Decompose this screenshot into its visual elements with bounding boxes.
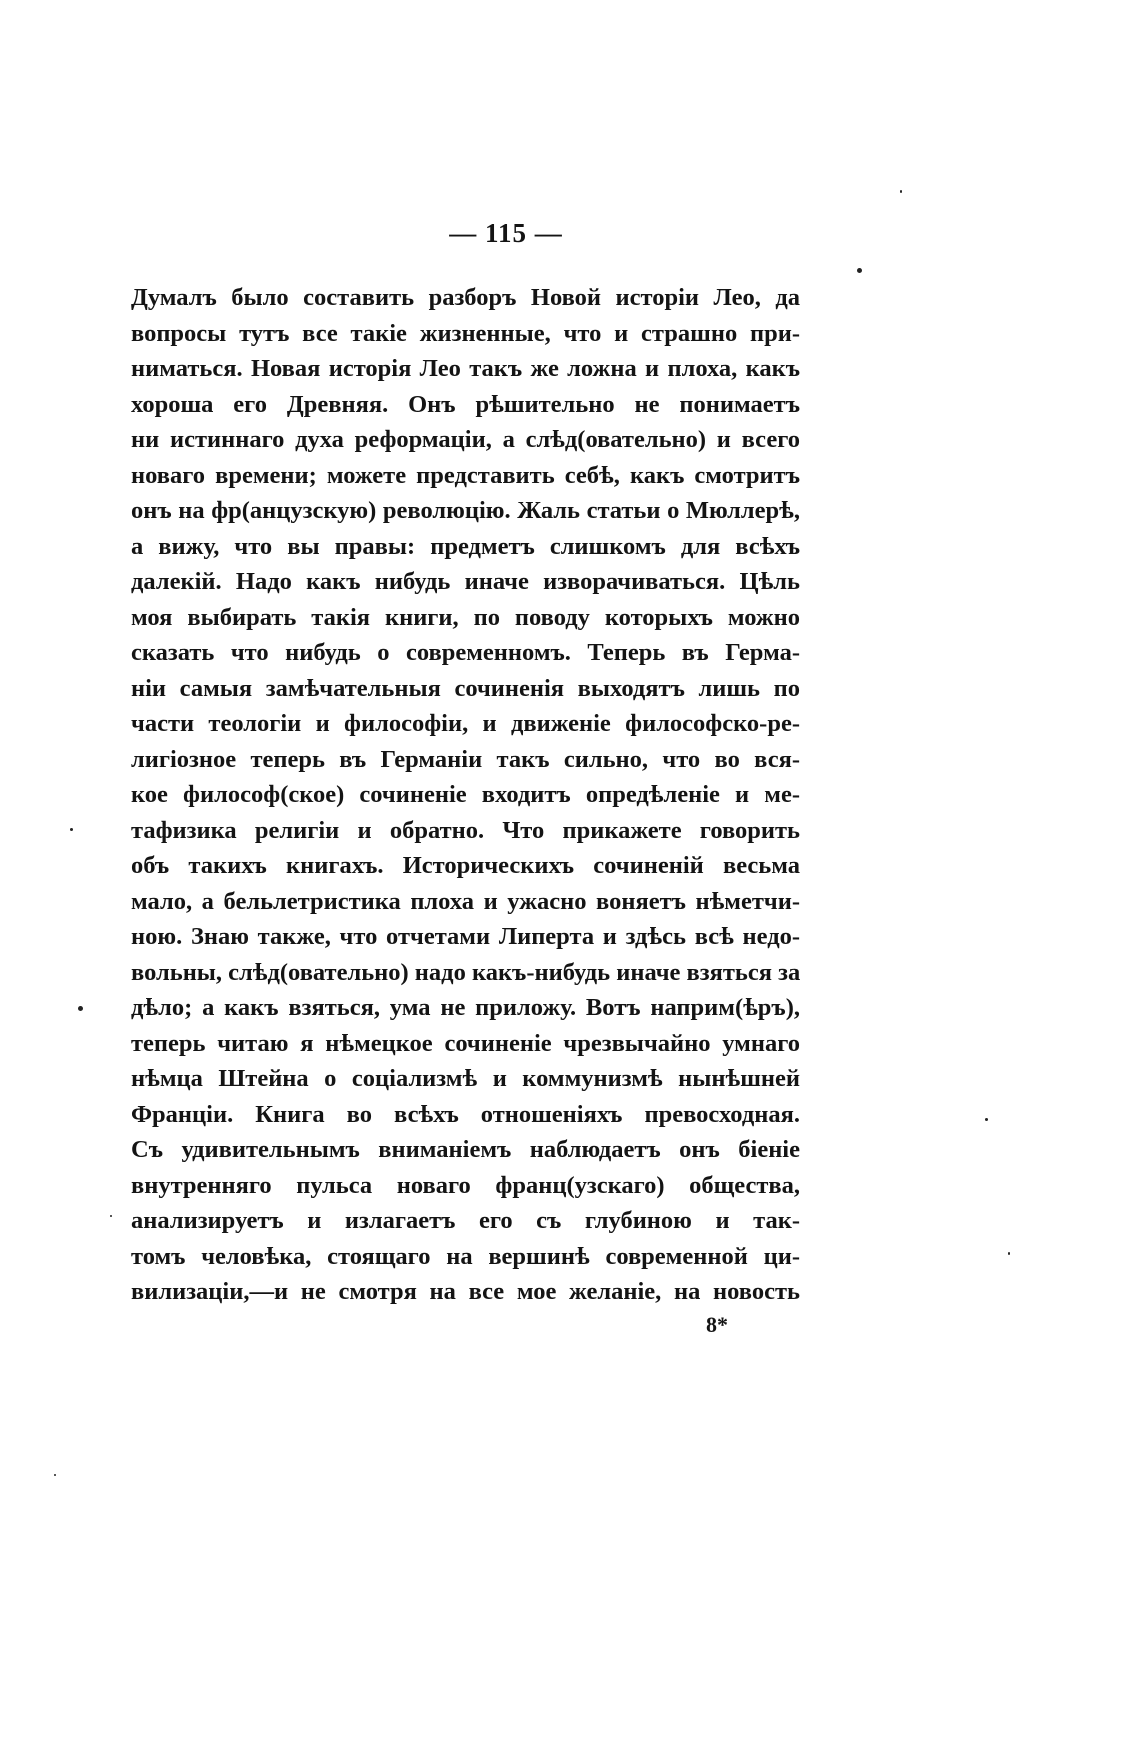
scan-speck [78,1006,83,1011]
text-line: ни истиннаго духа реформацiи, а слѣд(овательно) и всего [131,426,800,453]
text-line: вопросы тутъ все такiе жизненные, что и страшно при- [131,319,800,347]
text-line: Францiи. Книга во всѣхъ отношенiяхъ превосходная. [131,1100,800,1128]
text-line: внутренняго пульса новаго франц(узскаго) общества, [131,1171,800,1199]
text-line: анализируетъ и излагаетъ его съ глубиною и так- [131,1207,800,1234]
scan-speck [70,828,73,831]
signature-mark: 8* [706,1312,728,1337]
text-line: нiи самыя замѣчательныя сочиненiя выходятъ лишь по [131,674,800,702]
text-line: дѣло; а какъ взяться, ума не приложу. Вотъ наприм(ѣръ), [131,994,800,1021]
text-line: вольны, слѣд(овательно) надо какъ-нибудь иначе взяться за [131,958,800,986]
page-number: — 115 — [449,218,563,248]
text-line: новаго времени; можете представить себѣ, какъ смотритъ [131,461,800,489]
text-line: лигiозное теперь въ Германiи такъ сильно, что во вся- [131,745,800,773]
text-line: ниматься. Новая исторiя Лео такъ же ложна и плоха, какъ [131,355,800,382]
scan-speck [857,268,862,273]
text-line: объ такихъ книгахъ. Историческихъ сочиненiй весьма [131,852,800,879]
scan-speck [54,1474,56,1476]
scan-speck [110,1215,112,1217]
text-line: моя выбирать такiя книги, по поводу которыхъ можно [131,603,800,631]
text-line: томъ человѣка, стоящаго на вершинѣ современной ци- [131,1242,800,1270]
text-line: части теологiи и философiи, и движенiе философско-ре- [131,710,800,737]
text-line: мало, а бельлетристика плоха и ужасно воняетъ нѣметчи- [131,887,800,915]
text-line: онъ на фр(анцузскую) революцiю. Жаль статьи о Мюллерѣ, [131,497,800,524]
text-line: сказать что нибудь о современномъ. Теперь въ Герма- [131,639,800,666]
text-line: Думалъ было составить разборъ Новой исторiи Лео, да [131,284,800,311]
scan-speck [985,1118,988,1121]
text-line: Съ удивительнымъ вниманiемъ наблюдаетъ онъ бiенiе [131,1136,800,1163]
text-line: ною. Знаю также, что отчетами Липерта и здѣсь всѣ недо- [131,923,800,950]
scan-speck [1008,1252,1010,1255]
text-line: вилизацiи,—и не смотря на все мое желанiе, на новость [131,1278,800,1305]
text-line: кое философ(ское) сочиненiе входитъ опредѣленiе и ме- [131,781,800,808]
text-line: далекiй. Надо какъ нибудь иначе изворачиваться. Цѣль [131,568,800,595]
text-line: нѣмца Штейна о соцiализмѣ и коммунизмѣ нынѣшней [131,1065,800,1092]
scan-speck [900,190,902,193]
body-text [131,280,800,1310]
text-line: хороша его Древняя. Онъ рѣшительно не понимаетъ [131,390,800,418]
text-line: а вижу, что вы правы: предметъ слишкомъ для всѣхъ [131,532,800,560]
text-line: тафизика религiи и обратно. Что прикажете говорить [131,816,800,844]
text-line: теперь читаю я нѣмецкое сочиненiе чрезвычайно умнаго [131,1029,800,1057]
